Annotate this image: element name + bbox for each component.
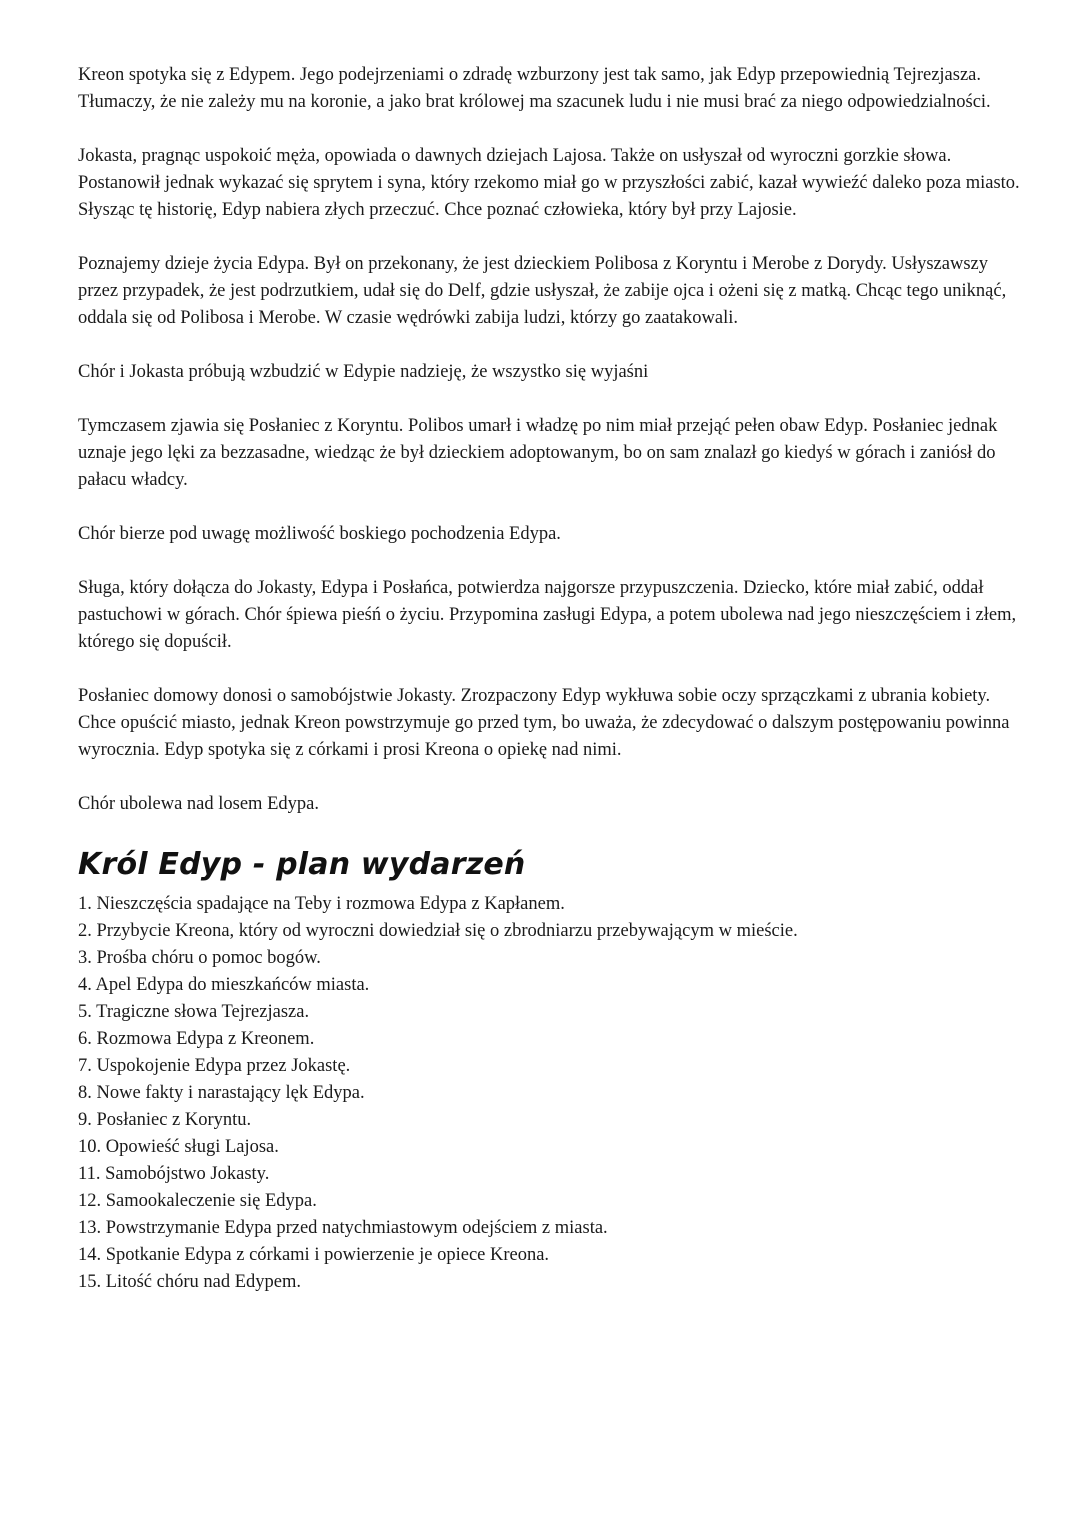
summary-paragraph: Sługa, który dołącza do Jokasty, Edypa i Posłańca, potwierdza najgorsze przypuszczenia. Dziecko, które miał zabić, oddał pastuchowi w górach. Chór śpiewa pieśń o życiu. Przypomina zasługi Edypa, a potem ubolewa nad jego nieszczęściem i złem, którego się dopuścił. (78, 578, 1017, 652)
plan-item: 3. Prośba chóru o pomoc bogów. (78, 948, 321, 968)
plan-item: 4. Apel Edypa do mieszkańców miasta. (78, 975, 370, 995)
plan-item: 6. Rozmowa Edypa z Kreonem. (78, 1029, 315, 1049)
summary-section (78, 62, 1028, 818)
plan-item: 10. Opowieść sługi Lajosa. (78, 1137, 279, 1157)
plan-item: 1. Nieszczęścia spadające na Teby i rozmowa Edypa z Kapłanem. (78, 894, 565, 914)
plan-item: 12. Samookaleczenie się Edypa. (78, 1191, 317, 1211)
plan-heading: Król Edyp - plan wydarzeń (78, 847, 526, 882)
summary-paragraph: Chór bierze pod uwagę możliwość boskiego pochodzenia Edypa. (78, 524, 561, 544)
summary-paragraph: Kreon spotyka się z Edypem. Jego podejrzeniami o zdradę wzburzony jest tak samo, jak Edyp przepowiednią Tejrezjasza. Tłumaczy, że nie zależy mu na koronie, a jako brat królowej ma szacunek ludu i nie musi brać za niego odpowiedzialności. (78, 65, 991, 112)
summary-paragraph: Posłaniec domowy donosi o samobójstwie Jokasty. Zrozpaczony Edyp wykłuwa sobie oczy sprzączkami z ubrania kobiety. Chce opuścić miasto, jednak Kreon powstrzymuje go przed tym, bo uważa, że zdecydować o dalszym postępowaniu powinna wyrocznia. Edyp spotyka się z córkami i prosi Kreona o opiekę nad nimi. (78, 686, 1010, 760)
plan-item: 13. Powstrzymanie Edypa przed natychmiastowym odejściem z miasta. (78, 1218, 608, 1238)
summary-paragraph: Tymczasem zjawia się Posłaniec z Koryntu. Polibos umarł i władzę po nim miał przejąć pełen obaw Edyp. Posłaniec jednak uznaje jego lęki za bezzasadne, wiedząc że był dzieckiem adoptowanym, bo on sam znalazł go kiedyś w górach i zaniósł do pałacu władcy. (78, 416, 998, 490)
plan-item: 7. Uspokojenie Edypa przez Jokastę. (78, 1056, 351, 1076)
plan-item: 15. Litość chóru nad Edypem. (78, 1272, 301, 1292)
plan-item: 11. Samobójstwo Jokasty. (78, 1164, 270, 1184)
plan-item: 2. Przybycie Kreona, który od wyroczni dowiedział się o zbrodniarzu przebywającym w mieście. (78, 921, 798, 941)
plan-list (78, 891, 1028, 1296)
plan-item: 14. Spotkanie Edypa z córkami i powierzenie je opiece Kreona. (78, 1245, 550, 1265)
summary-paragraph: Poznajemy dzieje życia Edypa. Był on przekonany, że jest dzieckiem Polibosa z Koryntu i Merobe z Dorydy. Usłyszawszy przez przypadek, że jest podrzutkiem, udał się do Delf, gdzie usłyszał, że zabije ojca i ożeni się z matką. Chcąc tego uniknąć, oddala się od Polibosa i Merobe. W czasie wędrówki zabija ludzi, którzy go zaatakowali. (78, 254, 1007, 328)
summary-paragraph: Jokasta, pragnąc uspokoić męża, opowiada o dawnych dziejach Lajosa. Także on usłyszał od wyroczni gorzkie słowa. Postanowił jednak wykazać się sprytem i syna, który rzekomo miał go w przyszłości zabić, kazał wywieźć daleko poza miasto. Słysząc tę historię, Edyp nabiera złych przeczuć. Chce poznać człowieka, który był przy Lajosie. (78, 146, 1020, 220)
summary-paragraph: Chór ubolewa nad losem Edypa. (78, 794, 319, 814)
plan-item: 8. Nowe fakty i narastający lęk Edypa. (78, 1083, 365, 1103)
plan-item: 5. Tragiczne słowa Tejrezjasza. (78, 1002, 310, 1022)
summary-paragraph: Chór i Jokasta próbują wzbudzić w Edypie nadzieję, że wszystko się wyjaśni (78, 362, 649, 382)
plan-section (78, 845, 1028, 1296)
plan-item: 9. Posłaniec z Koryntu. (78, 1110, 252, 1130)
document-page (78, 62, 1028, 1296)
